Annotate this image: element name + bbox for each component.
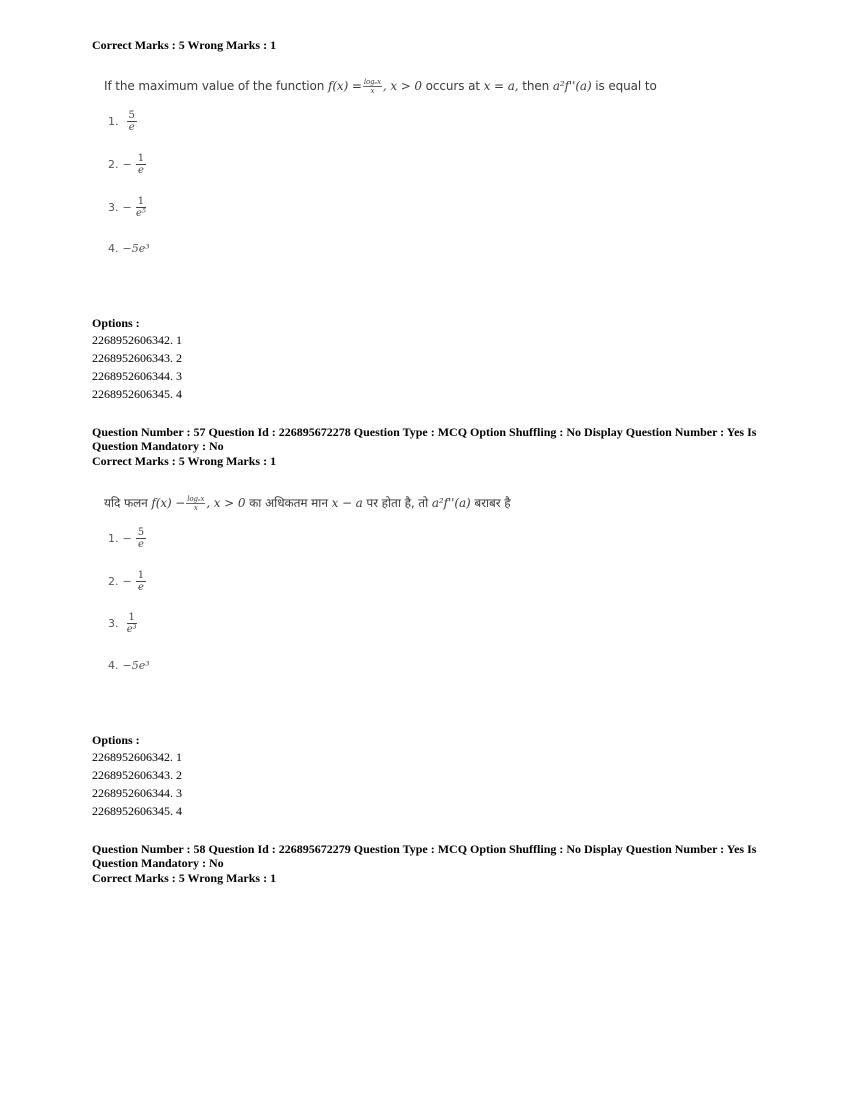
- q56-option-3: 2268952606344. 3: [92, 369, 182, 383]
- q56-option-2: 2268952606343. 2: [92, 351, 182, 365]
- q57-choice-2: 2. − $\frac{1}{e}$: [108, 570, 145, 593]
- q56-question-text: If the maximum value of the function f(x) = $\frac{\text{logₑx}}{x}$ , x > 0 occurs at x = a, then a²f''(a) is equal to: [104, 78, 657, 95]
- q56-fraction: $\frac{\text{logₑx}}{x}$: [363, 78, 381, 95]
- q56-choice-2: 2. − $\frac{1}{e}$: [108, 153, 145, 176]
- q56-question-image: [104, 78, 657, 95]
- q57-choice-4: 4. −5e³: [108, 659, 150, 672]
- q56-choice-3: 3. − $\frac{1}{\text{e⁵}}$: [108, 196, 146, 219]
- q57-marks: Correct Marks : 5 Wrong Marks : 1: [92, 454, 277, 468]
- q56-option-1: 2268952606342. 1: [92, 333, 182, 347]
- q56-choice-4: 4. −5e³: [108, 242, 150, 255]
- q57-choice-3: 3. $\frac{1}{\text{e³}}$: [108, 612, 137, 635]
- q57-options-title: Options :: [92, 733, 140, 747]
- q57-fraction: $\frac{\text{logₑx}}{x}$: [187, 495, 205, 512]
- q57-option-4: 2268952606345. 4: [92, 804, 182, 818]
- q56-marks: Correct Marks : 5 Wrong Marks : 1: [92, 38, 277, 52]
- q56-options-title: Options :: [92, 316, 140, 330]
- q57-option-1: 2268952606342. 1: [92, 750, 182, 764]
- q56-choice-1: 1. $\frac{5}{e}$: [108, 110, 135, 133]
- q57-option-3: 2268952606344. 3: [92, 786, 182, 800]
- q56-option-4: 2268952606345. 4: [92, 387, 182, 401]
- q57-header: Question Number : 57 Question Id : 226895672278 Question Type : MCQ Option Shuffling : No Display Question Number : Yes Is Question Mandatory : No: [92, 425, 757, 453]
- q58-marks: Correct Marks : 5 Wrong Marks : 1: [92, 871, 277, 885]
- q57-question-text: यदि फलन f(x) − $\frac{\text{logₑx}}{x}$ , x > 0 का अधिकतम मान x − a पर होता है, तो a²f''(a) बराबर है: [104, 495, 511, 512]
- q57-option-2: 2268952606343. 2: [92, 768, 182, 782]
- q58-header: Question Number : 58 Question Id : 226895672279 Question Type : MCQ Option Shuffling : No Display Question Number : Yes Is Question Mandatory : No: [92, 842, 757, 870]
- q57-choice-1: 1. − $\frac{5}{e}$: [108, 527, 145, 550]
- q57-question-image: [104, 494, 511, 512]
